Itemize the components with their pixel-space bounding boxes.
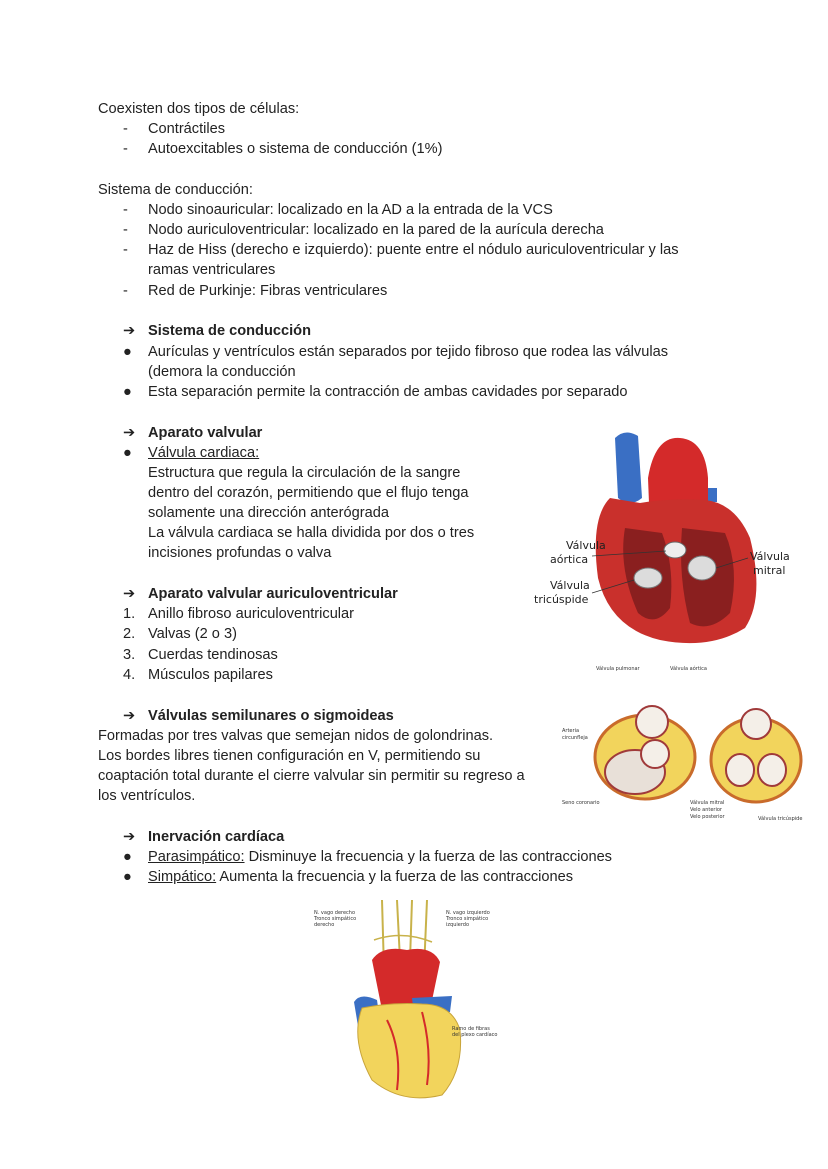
label-tronco-simpatico-derecho-1: Tronco simpático	[314, 916, 357, 922]
bullet-icon: ●	[123, 445, 132, 461]
dash-bullet: -	[123, 222, 128, 238]
label-valvula-aortica: Válvula aórtica	[670, 666, 707, 672]
list-item: Nodo auriculoventricular: localizado en la pared de la aurícula derecha	[148, 222, 604, 238]
dash-bullet: -	[123, 141, 128, 157]
paragraph-line: incisiones profundas o valva	[148, 545, 332, 561]
term: Simpático:	[148, 869, 217, 885]
arrow-icon: ➔	[123, 425, 136, 441]
list-number: 2.	[123, 626, 136, 642]
label-valvula-tricuspide-1: Válvula	[550, 579, 590, 592]
label-tronco-simpatico-izquierdo-2: izquierdo	[446, 922, 470, 928]
label-seno-coronario: Seno coronario	[562, 800, 600, 806]
dash-bullet: -	[123, 283, 128, 299]
label-valvula-aortica-2: aórtica	[550, 553, 589, 566]
cardiac-innervation-figure	[312, 900, 498, 1108]
list-item: Red de Purkinje: Fibras ventriculares	[148, 283, 388, 299]
list-item-continuation: ramas ventriculares	[148, 262, 276, 278]
label-valvula-aortica-1: Válvula	[566, 539, 606, 552]
list-item: Músculos papilares	[148, 667, 273, 683]
list-item: Haz de Hiss (derecho e izquierdo): puente entre el nódulo auriculoventricular y las	[148, 242, 679, 258]
list-number: 3.	[123, 647, 136, 663]
paragraph-line: solamente una dirección anterógrada	[148, 505, 389, 521]
paragraph-line: los ventrículos.	[98, 788, 196, 804]
section-title: Sistema de conducción	[148, 323, 312, 339]
label-nervio-vago-derecho: N. vago derecho	[314, 910, 356, 916]
arrow-icon: ➔	[123, 708, 136, 724]
label-nervio-vago-izquierdo: N. vago izquierdo	[446, 910, 490, 916]
dash-bullet: -	[123, 121, 128, 137]
label-tronco-simpatico-derecho-2: derecho	[314, 922, 335, 928]
bullet-icon: ●	[123, 869, 132, 885]
label-ramo-fibras-1: Ramo de fibras	[452, 1026, 490, 1032]
semilunar-valves-figure	[560, 662, 806, 826]
list-item: Anillo fibroso auriculoventricular	[148, 606, 355, 622]
list-item: Autoexcitables o sistema de conducción (1%)	[148, 141, 443, 157]
label-valvula-mitral-2: mitral	[753, 564, 786, 577]
heart-valves-figure	[530, 428, 826, 650]
paragraph-line: coaptación total durante el cierre valvular sin permitir su regreso a	[98, 768, 525, 784]
label-ramo-fibras-2: del plexo cardíaco	[452, 1032, 498, 1038]
list-item: Nodo sinoauricular: localizado en la AD a la entrada de la VCS	[148, 202, 553, 218]
innervation-parasympathetic	[148, 847, 612, 867]
intro-heading: Coexisten dos tipos de células:	[98, 101, 300, 117]
list-item: Cuerdas tendinosas	[148, 647, 278, 663]
arrow-icon: ➔	[123, 586, 136, 602]
definition: Aumenta la frecuencia y la fuerza de las contracciones	[216, 869, 574, 885]
label-velo-posterior: Velo posterior	[690, 814, 725, 820]
label-arteria-circunfleja-1: Arteria	[562, 728, 580, 734]
bullet-icon: ●	[123, 384, 132, 400]
dash-bullet: -	[123, 242, 128, 258]
paragraph-line: dentro del corazón, permitiendo que el flujo tenga	[148, 485, 469, 501]
innervation-sympathetic	[148, 867, 573, 887]
list-item: Contráctiles	[148, 121, 226, 137]
subheading: Válvula cardiaca:	[148, 445, 260, 461]
section-title: Inervación cardíaca	[148, 829, 285, 845]
list-item: Valvas (2 o 3)	[148, 626, 237, 642]
term: Parasimpático:	[148, 849, 245, 865]
arrow-icon: ➔	[123, 829, 136, 845]
section-title: Aparato valvular auriculoventricular	[148, 586, 398, 602]
label-tronco-simpatico-izquierdo-1: Tronco simpático	[446, 916, 489, 922]
label-valvula-tricuspide-2: tricúspide	[534, 593, 589, 606]
paragraph-line: Los bordes libres tienen configuración en V, permitiendo su	[98, 748, 481, 764]
bullet-text: Aurículas y ventrículos están separados por tejido fibroso que rodea las válvulas	[148, 344, 668, 360]
bullet-icon: ●	[123, 344, 132, 360]
bullet-icon: ●	[123, 849, 132, 865]
list-number: 1.	[123, 606, 136, 622]
label-valvula-pulmonar: Válvula pulmonar	[596, 666, 640, 672]
paragraph-line: Estructura que regula la circulación de la sangre	[148, 465, 461, 481]
label-valvula-mitral-1: Válvula	[750, 550, 790, 563]
label-velo-anterior: Velo anterior	[690, 807, 722, 813]
conduction-heading: Sistema de conducción:	[98, 182, 253, 198]
list-number: 4.	[123, 667, 136, 683]
label-valvula-mitral: Válvula mitral	[690, 800, 725, 806]
paragraph-line: La válvula cardiaca se halla dividida por dos o tres	[148, 525, 475, 541]
definition: Disminuye la frecuencia y la fuerza de las contracciones	[244, 849, 612, 865]
section-title: Aparato valvular	[148, 425, 263, 441]
bullet-text: (demora la conducción	[148, 364, 296, 380]
arrow-icon: ➔	[123, 323, 136, 339]
paragraph-line: Formadas por tres valvas que semejan nidos de golondrinas.	[98, 728, 494, 744]
dash-bullet: -	[123, 202, 128, 218]
bullet-text: Esta separación permite la contracción de ambas cavidades por separado	[148, 384, 628, 400]
label-arteria-circunfleja-2: circunfleja	[562, 735, 588, 741]
section-title: Válvulas semilunares o sigmoideas	[148, 708, 394, 724]
label-valvula-tricuspide: Válvula tricúspide	[758, 816, 803, 822]
